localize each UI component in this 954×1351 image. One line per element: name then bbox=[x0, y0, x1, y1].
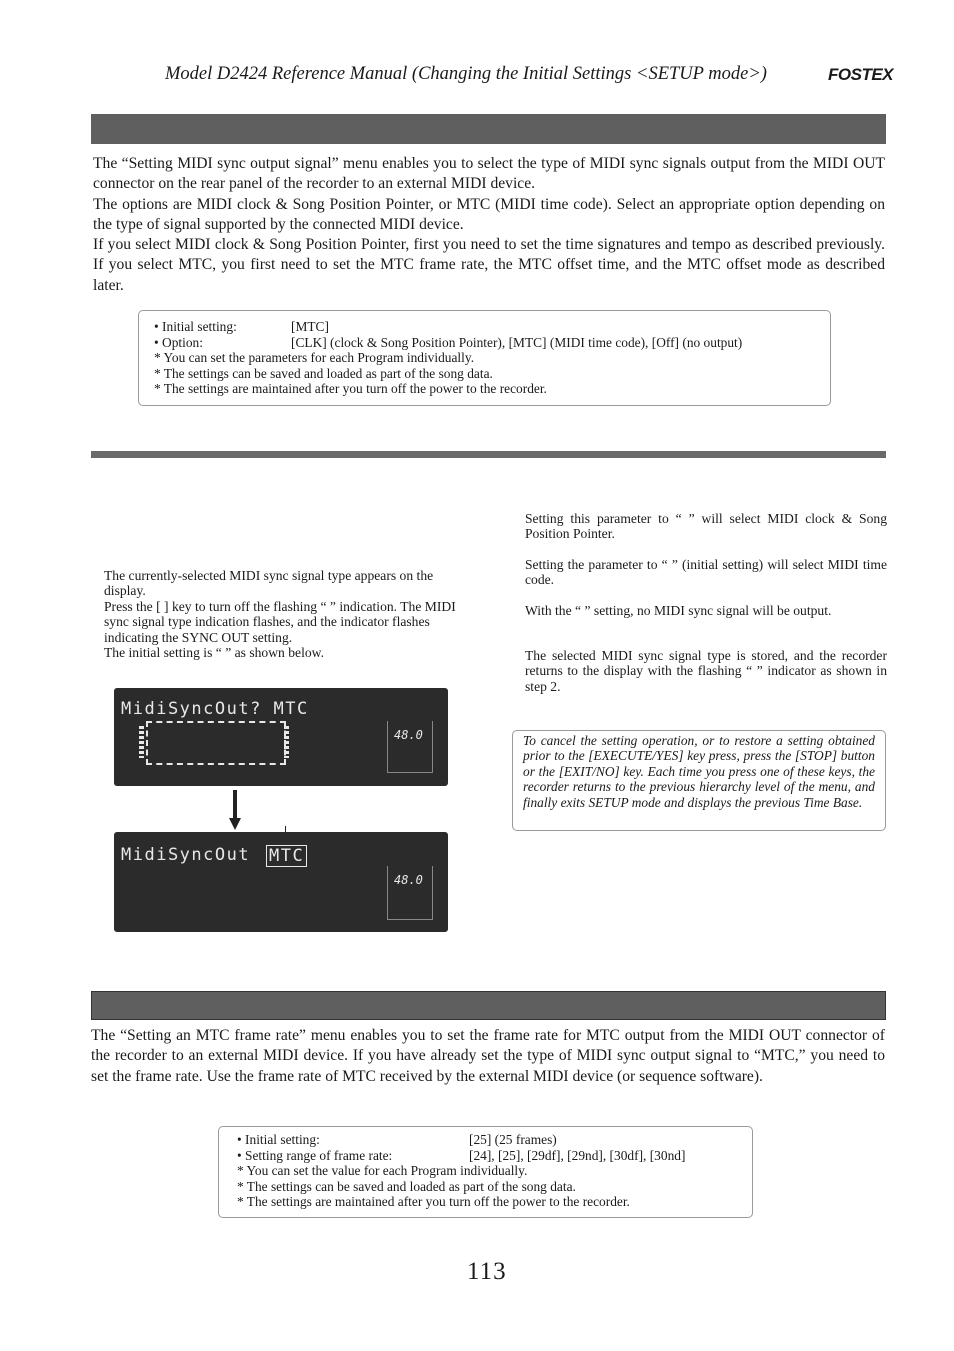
brand-logo: FOSTEX bbox=[828, 65, 894, 84]
lcd-value: MTC bbox=[266, 845, 307, 867]
down-arrow-icon bbox=[229, 790, 241, 832]
initial-setting-row bbox=[154, 319, 830, 335]
lcd-label: MidiSyncOut bbox=[121, 845, 251, 865]
info-note: * The settings can be saved and loaded as part of the song data. bbox=[154, 365, 493, 381]
cancel-note-box: To cancel the setting operation, or to restore a setting obtained prior to the [EXECUTE/YES] key press, press the [STOP] button or the [EXIT/NO] key. Each time you press one of these keys, the recorder returns to the previous hierarchy level of the menu, and finally exits SETUP mode and displays the previous Time Base. bbox=[512, 730, 886, 831]
lcd-display-set bbox=[114, 832, 448, 932]
procedure-divider bbox=[91, 451, 886, 458]
procedure-option-text: Setting this parameter to “ ” will select MIDI clock & Song Position Pointer. bbox=[525, 511, 887, 542]
option-label: • Option: bbox=[154, 334, 203, 350]
lcd-flashing-frame bbox=[146, 721, 286, 765]
section1-info-box bbox=[138, 310, 831, 406]
frame-initial-setting-value: [25] (25 frames) bbox=[469, 1132, 557, 1147]
lcd-sample-rate: 48.0 bbox=[394, 728, 423, 742]
info-note: * You can set the parameters for each Program individually. bbox=[154, 350, 475, 366]
lcd-level-meter-left bbox=[139, 726, 144, 758]
section1-paragraph: The “Setting MIDI sync output signal” menu enables you to select the type of MIDI sync signals output from the MIDI OUT connector on the rear panel of the recorder to an external MIDI device. bbox=[93, 155, 885, 193]
section2-paragraph: The “Setting an MTC frame rate” menu enables you to set the frame rate for MTC output from the MIDI OUT connector of the recorder to an external MIDI device. If you have already set the type of MIDI sync output signal to “MTC,” you need to set the frame rate. Use the frame rate of MTC received by the external MIDI device (or sequence software). bbox=[91, 1027, 885, 1085]
procedure-option-text: Setting the parameter to “ ” (initial setting) will select MIDI time code. bbox=[525, 556, 887, 588]
frame-initial-setting-row bbox=[237, 1132, 752, 1148]
frame-range-row bbox=[237, 1148, 752, 1164]
page-header-title: Model D2424 Reference Manual (Changing the Initial Settings <SETUP mode>) bbox=[165, 64, 767, 84]
procedure-left-text bbox=[104, 568, 468, 660]
initial-setting-value: [MTC] bbox=[291, 319, 329, 334]
section-bar-mtc-frame-rate bbox=[91, 991, 886, 1020]
procedure-right-text bbox=[525, 511, 887, 694]
info-note: * The settings can be saved and loaded as part of the song data. bbox=[237, 1178, 576, 1194]
section-bar-sync-output bbox=[91, 114, 886, 144]
info-note: * The settings are maintained after you turn off the power to the recorder. bbox=[154, 381, 547, 397]
lcd-readout: MidiSyncOut? MTC bbox=[121, 699, 309, 719]
lcd-display-flashing bbox=[114, 688, 448, 786]
initial-setting-label: • Initial setting: bbox=[154, 319, 237, 334]
section1-paragraph: If you select MIDI clock & Song Position Pointer, first you need to set the time signatures and tempo as described previously. If you select MTC, you first need to set the MTC frame rate, the MTC offset time, and the MTC offset mode as described later. bbox=[93, 236, 885, 294]
info-note: * You can set the value for each Program individually. bbox=[237, 1163, 528, 1179]
section2-info-box bbox=[218, 1126, 753, 1218]
section1-body bbox=[93, 154, 885, 296]
procedure-step-text: The initial setting is “ ” as shown below. bbox=[104, 645, 324, 661]
page-number: 113 bbox=[467, 1258, 507, 1285]
option-value: [CLK] (clock & Song Position Pointer), [MTC] (MIDI time code), [Off] (no output) bbox=[291, 334, 743, 350]
lcd-level-meter-right bbox=[284, 726, 289, 758]
procedure-result-text: The selected MIDI sync signal type is stored, and the recorder returns to the display with the flashing “ ” indicator as shown in step 2. bbox=[525, 648, 887, 694]
section1-paragraph: The options are MIDI clock & Song Position Pointer, or MTC (MIDI time code). Select an appropriate option depending on the type of signal supported by the connected MIDI device. bbox=[93, 195, 885, 233]
frame-range-value: [24], [25], [29df], [29nd], [30df], [30nd] bbox=[469, 1147, 686, 1163]
info-note: * The settings are maintained after you turn off the power to the recorder. bbox=[237, 1194, 630, 1210]
lcd-sample-rate: 48.0 bbox=[394, 873, 423, 887]
frame-initial-setting-label: • Initial setting: bbox=[237, 1132, 320, 1147]
option-row bbox=[154, 335, 830, 351]
procedure-step-text: The currently-selected MIDI sync signal type appears on the display. bbox=[104, 568, 434, 599]
procedure-step-text: Press the [ ] key to turn off the flashing “ ” indication. The MIDI sync signal type indication flashes, and the indicator flashes indicating the SYNC OUT setting. bbox=[104, 598, 456, 645]
frame-range-label: • Setting range of frame rate: bbox=[237, 1147, 393, 1163]
procedure-option-text: With the “ ” setting, no MIDI sync signal will be output. bbox=[525, 602, 832, 618]
